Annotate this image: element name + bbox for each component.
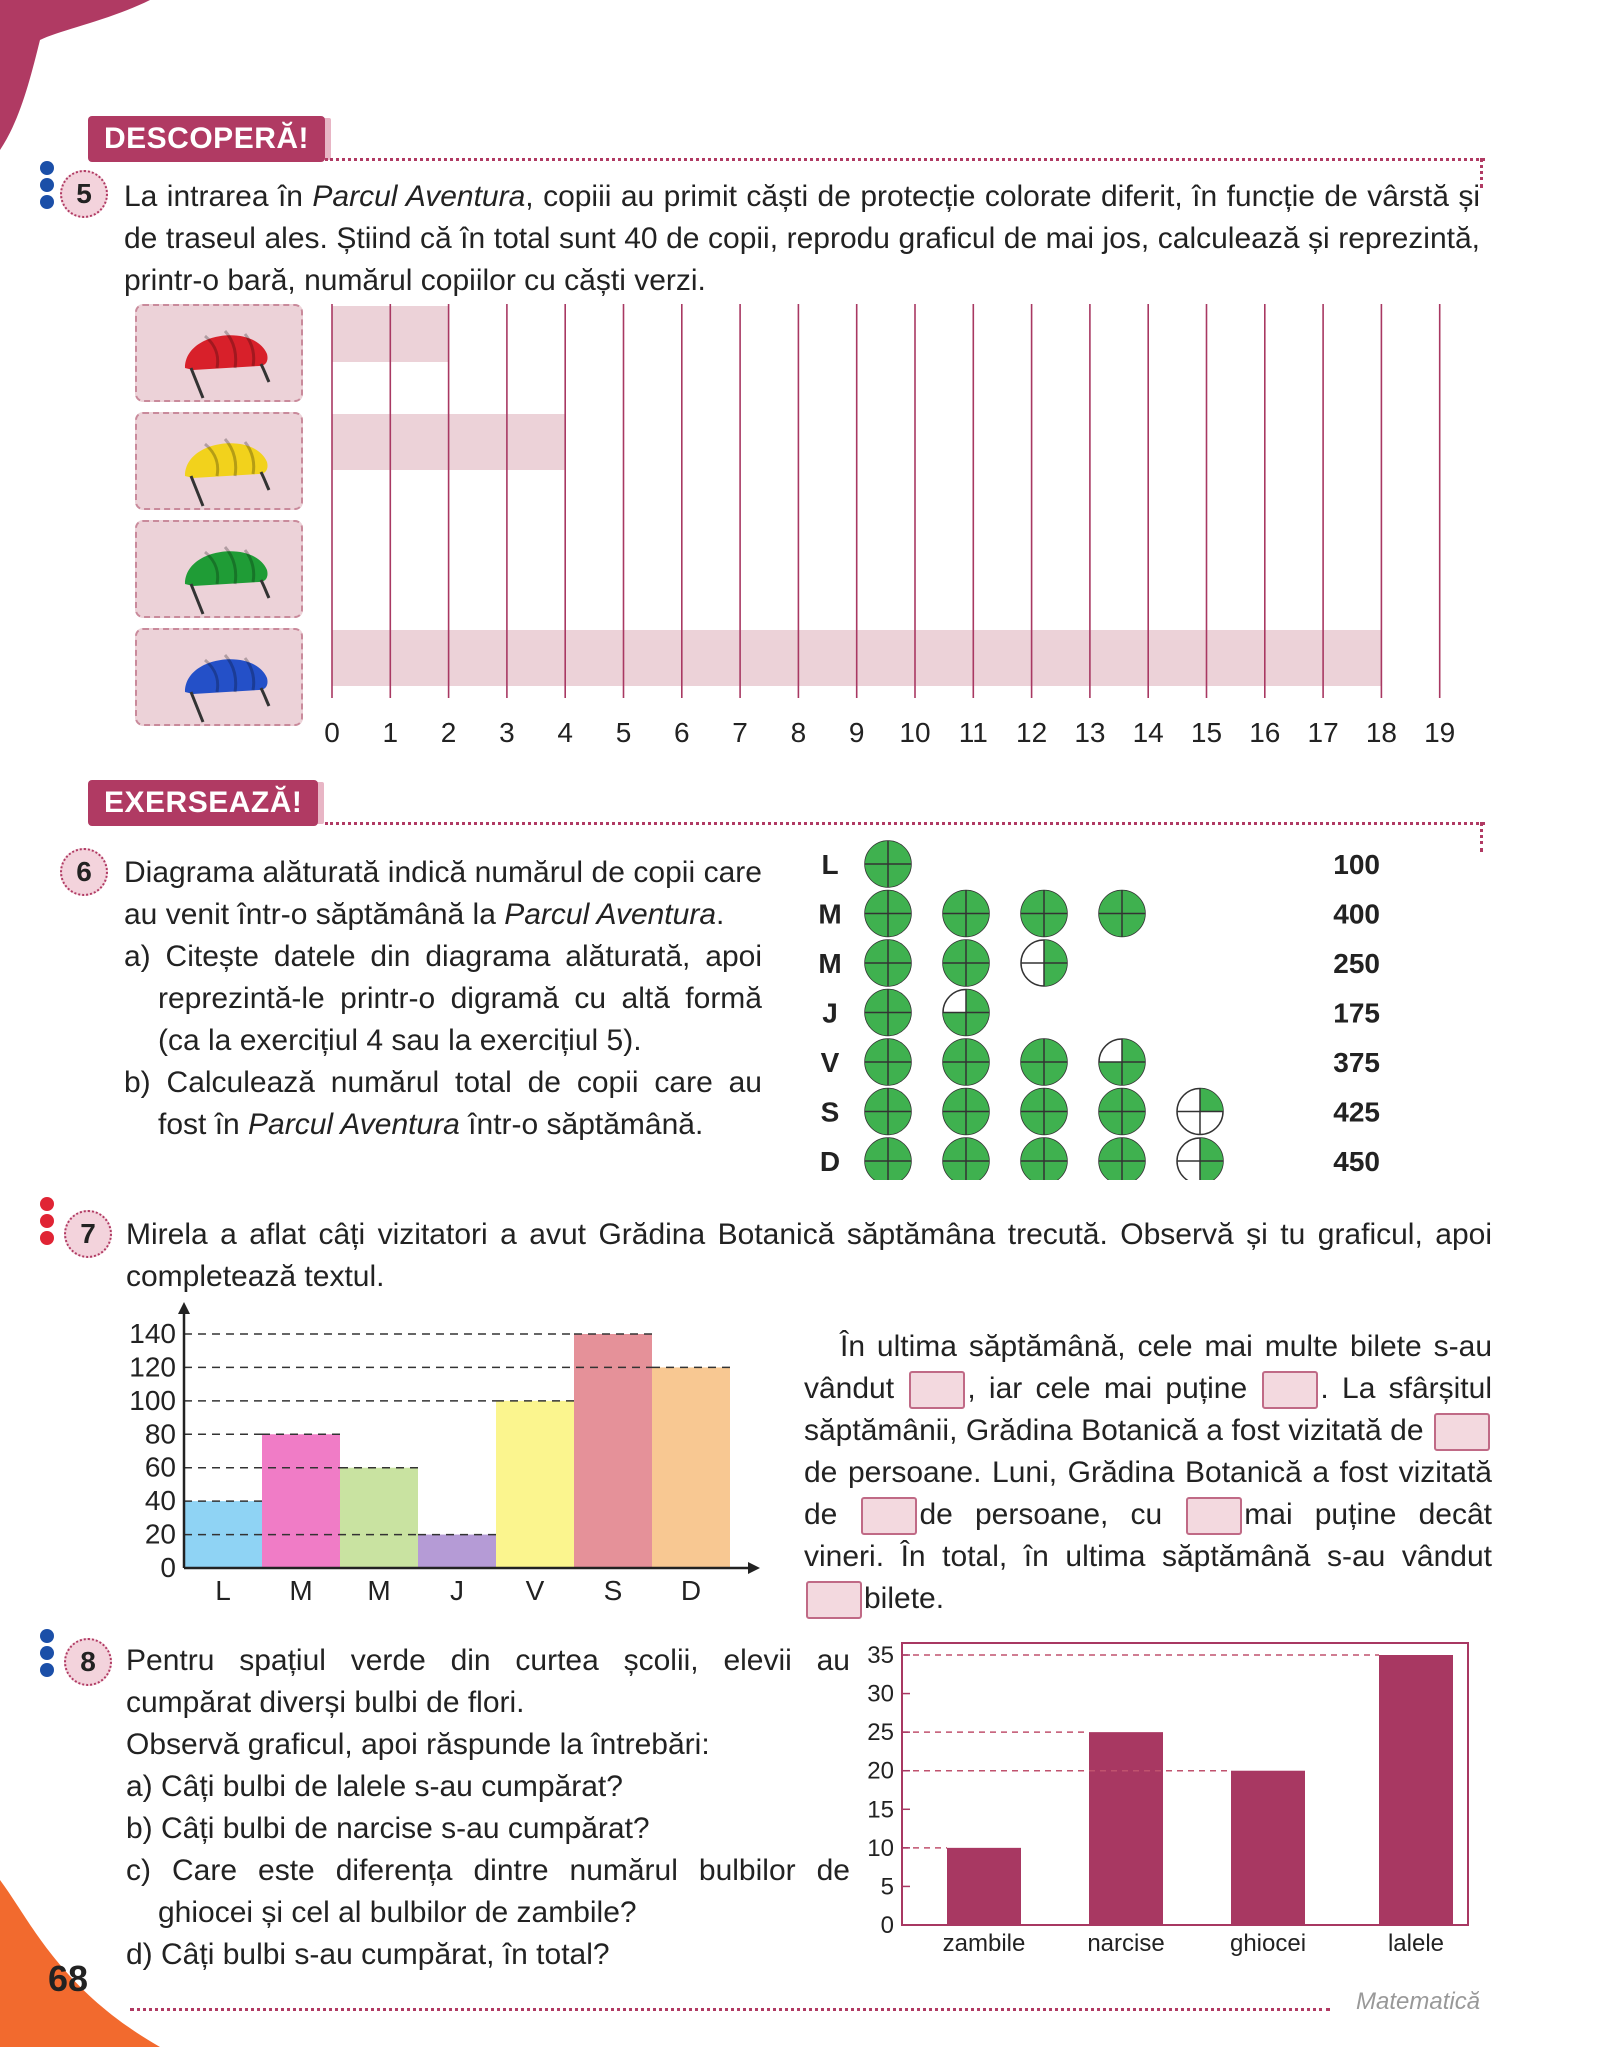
x-tick-label: 19 (1424, 717, 1456, 748)
symbol-quarter (1122, 891, 1145, 914)
visitors-symbol-icon (865, 940, 911, 986)
symbol-quarter (1021, 914, 1044, 937)
y-axis-arrow (178, 1302, 190, 1314)
symbol-quarter (1122, 1161, 1145, 1180)
text-fragment: , copiii au primit căști de protecție colorate diferit, în funcție de vârstă și de traseul ales. Știind că în total sunt 40 de copii, reprodu graficul de mai jos, calculează și reprezintă, printr-o bară, numărul copiilor cu căști verzi. (124, 180, 1480, 297)
text-fragment: , iar cele mai puține (967, 1372, 1248, 1405)
bar-S (574, 1334, 652, 1568)
x-tick-label: 1 (382, 717, 399, 748)
day-label: L (821, 849, 839, 880)
visitors-symbol-icon (1177, 1138, 1223, 1180)
helmet-column (135, 304, 305, 724)
pictogram-svg (810, 840, 1410, 1180)
bar-J (418, 1535, 496, 1568)
text-fragment: bilete. (864, 1582, 945, 1615)
helmet-shell (185, 443, 268, 478)
subject-label: Matematică (1356, 1988, 1481, 2015)
text-fragment: În ultima săptămână, cele mai multe bilete s-au vândut (804, 1330, 1492, 1405)
symbol-quarter (865, 841, 888, 864)
symbol-quarter (1122, 1062, 1145, 1085)
symbol-quarter (943, 940, 966, 963)
day-label: J (822, 997, 838, 1029)
day-value: 100 (1333, 849, 1380, 880)
symbol-quarter (1099, 1138, 1122, 1161)
symbol-quarter (865, 1112, 888, 1135)
symbol-quarter (1099, 1112, 1122, 1135)
difficulty-dots (40, 1626, 56, 1680)
divider (1480, 158, 1483, 188)
text-fragment: Parcul Aventura (312, 180, 526, 213)
y-tick-label: 120 (129, 1351, 176, 1383)
x-tick-label: L (215, 1575, 231, 1606)
question-b (124, 1062, 762, 1146)
visitors-symbol-icon (865, 1138, 911, 1180)
x-tick-label: 2 (440, 717, 457, 748)
green-helmet-icon (137, 522, 301, 616)
divider (1480, 822, 1483, 852)
day-value: 450 (1333, 1146, 1380, 1177)
visitors-symbol-icon (1021, 940, 1067, 986)
text-fragment: b) Calculează numărul total de copii care au fost în (124, 1066, 762, 1141)
symbol-quarter (865, 914, 888, 937)
exercise-7-text: Mirela a aflat câți vizitatori a avut Grădina Botanică săptămâna trecută. Observă și tu graficul, apoi completează textul. (126, 1218, 1492, 1293)
symbol-quarter (1122, 1138, 1145, 1161)
flower-bulbs-bar-chart (860, 1635, 1510, 1965)
symbol-quarter (888, 940, 911, 963)
bar-V (496, 1401, 574, 1568)
exercise-8-intro: Pentru spațiul verde din curtea școlii, elevii au cumpărat diverși bulbi de flori. (126, 1644, 850, 1719)
y-tick-label: 40 (144, 1485, 176, 1517)
day-label: M (818, 898, 842, 930)
x-tick-label: 6 (674, 717, 690, 748)
day-label: D (819, 1146, 841, 1177)
x-tick-label: S (603, 1575, 623, 1606)
bar-M (262, 1434, 340, 1568)
symbol-quarter (943, 1013, 966, 1036)
divider (325, 822, 1485, 825)
symbol-quarter (888, 1039, 911, 1062)
visitors-symbol-icon (865, 990, 911, 1036)
visitors-symbol-icon (865, 1089, 911, 1135)
visitors-symbol-icon (1021, 891, 1067, 937)
symbol-quarter (888, 1161, 911, 1180)
question-a: a) Citește datele din diagrama alăturată, apoi reprezintă-le printr-o digramă cu altă formă (ca la exercițiul 4 sau la exercițiul 5). (124, 940, 762, 1057)
answer-box[interactable] (1262, 1371, 1318, 1409)
symbol-quarter (1021, 1062, 1044, 1085)
visitors-symbol-icon (1021, 1039, 1067, 1085)
x-tick-label: narcise (1087, 1930, 1165, 1957)
text-fragment: . La sfârșitul săptămânii, Grădina Botanică a fost vizitată de (804, 1372, 1492, 1447)
bar-M (340, 1468, 418, 1568)
visitors-symbol-icon (1021, 1138, 1067, 1180)
x-tick-label: M (367, 1575, 391, 1606)
symbol-quarter (865, 1138, 888, 1161)
visitors-symbol-icon (1099, 891, 1145, 937)
yellow-helmet-icon (137, 414, 301, 508)
day-label: V (820, 1047, 840, 1078)
symbol-quarter (1122, 1089, 1145, 1112)
symbol-quarter (888, 1112, 911, 1135)
symbol-quarter (865, 1161, 888, 1180)
visitors-symbol-icon (943, 891, 989, 937)
symbol-quarter (1044, 1138, 1067, 1161)
y-tick-label: 100 (129, 1384, 176, 1416)
x-tick-label: 7 (732, 717, 748, 748)
symbol-quarter (1044, 914, 1067, 937)
x-tick-label: 17 (1307, 717, 1339, 748)
y-tick-label: 0 (880, 1912, 894, 1939)
question-d: d) Câți bulbi s-au cumpărat, în total? (126, 1938, 610, 1971)
divider (325, 158, 1485, 161)
x-tick-label: 0 (324, 717, 340, 748)
exercise-5-text (124, 176, 1480, 302)
visitors-symbol-icon (1099, 1089, 1145, 1135)
bar-narcise (1089, 1732, 1163, 1925)
exercise-6-text (124, 852, 762, 1146)
symbol-quarter (888, 864, 911, 887)
x-tick-label: ghiocei (1229, 1930, 1307, 1957)
symbol-quarter (865, 1039, 888, 1062)
day-value: 175 (1333, 997, 1380, 1029)
symbol-quarter (966, 963, 989, 986)
symbol-quarter (888, 1013, 911, 1036)
y-tick-label: 35 (867, 1642, 894, 1669)
x-tick-label: zambile (942, 1930, 1026, 1957)
symbol-quarter (943, 1089, 966, 1112)
symbol-quarter (1200, 1138, 1223, 1161)
blue-helmet-icon (137, 630, 301, 724)
symbol-quarter (943, 891, 966, 914)
bar-D (652, 1367, 730, 1568)
symbol-quarter (943, 1112, 966, 1135)
symbol-quarter (888, 963, 911, 986)
x-tick-label: 15 (1190, 717, 1223, 748)
symbol-quarter (1044, 1062, 1067, 1085)
answer-box[interactable] (909, 1371, 965, 1409)
helmet-shell (185, 551, 268, 586)
exercise-number: 6 (60, 848, 108, 896)
text-fragment: Parcul Aventura (248, 1108, 460, 1141)
text-fragment: mai puține decât vineri. În total, în ultima săptămână s-au vândut (804, 1498, 1492, 1573)
symbol-quarter (888, 914, 911, 937)
symbol-quarter (943, 1039, 966, 1062)
symbol-quarter (1099, 1089, 1122, 1112)
symbol-quarter (865, 864, 888, 887)
symbol-quarter (1200, 1089, 1223, 1112)
footer-divider (130, 2008, 1330, 2011)
symbol-quarter (1044, 1161, 1067, 1180)
visitors-pictogram (810, 840, 1410, 1180)
symbol-quarter (1021, 1112, 1044, 1135)
day-value: 425 (1333, 1096, 1380, 1128)
helmet-shell (185, 335, 268, 370)
symbol-quarter (966, 1112, 989, 1135)
x-tick-label: 18 (1365, 717, 1397, 748)
answer-box[interactable] (1434, 1413, 1490, 1451)
exercise-number: 7 (64, 1210, 112, 1258)
y-tick-label: 5 (880, 1873, 894, 1901)
symbol-quarter (943, 1062, 966, 1085)
visitors-symbol-icon (865, 1039, 911, 1085)
day-value: 375 (1333, 1047, 1380, 1078)
symbol-quarter (966, 914, 989, 937)
x-tick-label: M (289, 1575, 313, 1606)
question-a: a) Câți bulbi de lalele s-au cumpărat? (126, 1770, 623, 1803)
day-value: 400 (1333, 898, 1380, 930)
x-tick-label: V (525, 1575, 545, 1606)
visitors-symbol-icon (943, 940, 989, 986)
exercise-8-instruction: Observă graficul, apoi răspunde la întrebări: (126, 1728, 710, 1761)
y-tick-label: 80 (144, 1418, 176, 1450)
helmet-box (135, 520, 303, 618)
symbol-quarter (865, 891, 888, 914)
symbol-quarter (1044, 940, 1067, 963)
symbol-quarter (966, 1062, 989, 1085)
y-tick-label: 10 (867, 1834, 894, 1862)
question-b: b) Câți bulbi de narcise s-au cumpărat? (126, 1812, 650, 1845)
symbol-quarter (966, 891, 989, 914)
difficulty-dots (40, 1194, 56, 1248)
x-tick-label: 8 (790, 717, 807, 748)
page-number: 68 (48, 1958, 89, 1999)
discover-tag: DESCOPERĂ! (88, 116, 325, 162)
bar-L (184, 1501, 262, 1568)
symbol-quarter (943, 1138, 966, 1161)
symbol-quarter (1044, 1112, 1067, 1135)
symbol-quarter (865, 990, 888, 1013)
exercise-number: 5 (60, 170, 108, 218)
x-tick-label: 4 (557, 717, 573, 748)
text-fragment: de persoane. Luni, Grădina Botanică a fost vizitată de (804, 1456, 1492, 1531)
symbol-quarter (1200, 1161, 1223, 1180)
symbol-quarter (1099, 1161, 1122, 1180)
symbol-quarter (943, 1161, 966, 1180)
fill-in-text (804, 1326, 1492, 1620)
day-label: M (818, 948, 842, 979)
visitors-symbol-icon (1099, 1138, 1145, 1180)
symbol-quarter (865, 963, 888, 986)
day-value: 250 (1333, 948, 1380, 979)
helmet-box (135, 412, 303, 510)
y-tick-label: 20 (867, 1757, 894, 1785)
symbol-quarter (966, 1089, 989, 1112)
symbol-quarter (966, 990, 989, 1013)
y-tick-label: 25 (867, 1719, 894, 1747)
text-fragment: Parcul Aventura (504, 898, 717, 931)
symbol-quarter (1044, 1089, 1067, 1112)
symbol-quarter (888, 1089, 911, 1112)
x-axis-arrow (748, 1562, 760, 1574)
visitors-symbol-icon (1021, 1089, 1067, 1135)
x-tick-label: J (450, 1575, 464, 1606)
symbol-quarter (1021, 1138, 1044, 1161)
y-tick-label: 15 (867, 1796, 894, 1824)
x-tick-label: 13 (1074, 717, 1106, 748)
x-tick-label: 9 (848, 717, 865, 748)
symbol-quarter (865, 1089, 888, 1112)
helmet-bar-chart (320, 300, 1500, 760)
exercise-8-text (126, 1640, 850, 1976)
symbol-quarter (966, 940, 989, 963)
symbol-quarter (1099, 1062, 1122, 1085)
x-tick-label: 14 (1132, 717, 1164, 748)
answer-box[interactable] (806, 1581, 862, 1619)
symbol-quarter (888, 990, 911, 1013)
bar-ghiocei (1231, 1771, 1305, 1925)
symbol-quarter (1044, 891, 1067, 914)
question-c: c) Care este diferența dintre numărul bulbilor de ghiocei și cel al bulbilor de zambile? (126, 1854, 850, 1929)
x-tick-label: 12 (1016, 717, 1048, 748)
text-fragment: La intrarea în (124, 180, 313, 213)
y-tick-label: 20 (144, 1518, 176, 1550)
text-fragment: Diagrama alăturată indică numărul de copii care au venit într-o săptămână la (124, 856, 762, 931)
symbol-quarter (1021, 1039, 1044, 1062)
symbol-quarter (966, 1039, 989, 1062)
symbol-quarter (1021, 1089, 1044, 1112)
symbol-quarter (1044, 1039, 1067, 1062)
symbol-quarter (943, 963, 966, 986)
x-tick-label: 3 (499, 717, 515, 748)
botanical-garden-bar-chart (110, 1300, 790, 1630)
symbol-quarter (1021, 891, 1044, 914)
symbol-quarter (1099, 914, 1122, 937)
symbol-quarter (888, 1138, 911, 1161)
exercise-6-intro (124, 852, 762, 936)
symbol-quarter (1044, 963, 1067, 986)
visitors-symbol-icon (943, 990, 989, 1036)
symbol-quarter (966, 1013, 989, 1036)
symbol-quarter (1021, 1161, 1044, 1180)
visitors-symbol-icon (943, 1089, 989, 1135)
symbol-quarter (865, 1062, 888, 1085)
visitors-symbol-icon (943, 1138, 989, 1180)
practice-tag: EXERSEAZĂ! (88, 780, 318, 826)
visitors-symbol-icon (865, 891, 911, 937)
visitors-symbol-icon (943, 1039, 989, 1085)
symbol-quarter (966, 1138, 989, 1161)
visitors-symbol-icon (1177, 1089, 1223, 1135)
symbol-quarter (1122, 914, 1145, 937)
x-tick-label: 10 (899, 717, 931, 748)
bar-lalele (1379, 1655, 1453, 1925)
visitors-symbol-icon (1099, 1039, 1145, 1085)
x-tick-label: 16 (1249, 717, 1281, 748)
x-tick-label: 11 (958, 717, 988, 748)
x-tick-label: D (680, 1575, 702, 1606)
symbol-quarter (888, 1062, 911, 1085)
symbol-quarter (943, 914, 966, 937)
symbol-quarter (1122, 1112, 1145, 1135)
symbol-quarter (1122, 1039, 1145, 1062)
y-tick-label: 60 (144, 1451, 176, 1483)
y-tick-label: 30 (867, 1680, 894, 1708)
exercise-number: 8 (64, 1638, 112, 1686)
y-tick-label: 0 (160, 1552, 176, 1583)
difficulty-dots (40, 158, 56, 212)
answer-box[interactable] (861, 1497, 917, 1535)
x-tick-label: lalele (1387, 1930, 1445, 1957)
helmet-shell (185, 659, 268, 694)
bar-zambile (947, 1848, 1021, 1925)
text-fragment: într-o săptămână. (459, 1108, 704, 1141)
red-helmet-icon (137, 306, 301, 400)
x-tick-label: 5 (615, 717, 632, 748)
visitors-symbol-icon (865, 841, 911, 887)
symbol-quarter (888, 891, 911, 914)
answer-box[interactable] (1186, 1497, 1242, 1535)
symbol-quarter (865, 1013, 888, 1036)
text-fragment: . (716, 898, 725, 931)
symbol-quarter (865, 940, 888, 963)
day-label: S (820, 1096, 840, 1128)
symbol-quarter (888, 841, 911, 864)
symbol-quarter (1099, 891, 1122, 914)
text-fragment: de persoane, cu (919, 1498, 1163, 1531)
helmet-box (135, 628, 303, 726)
helmet-box (135, 304, 303, 402)
symbol-quarter (966, 1161, 989, 1180)
y-tick-label: 140 (129, 1318, 176, 1349)
